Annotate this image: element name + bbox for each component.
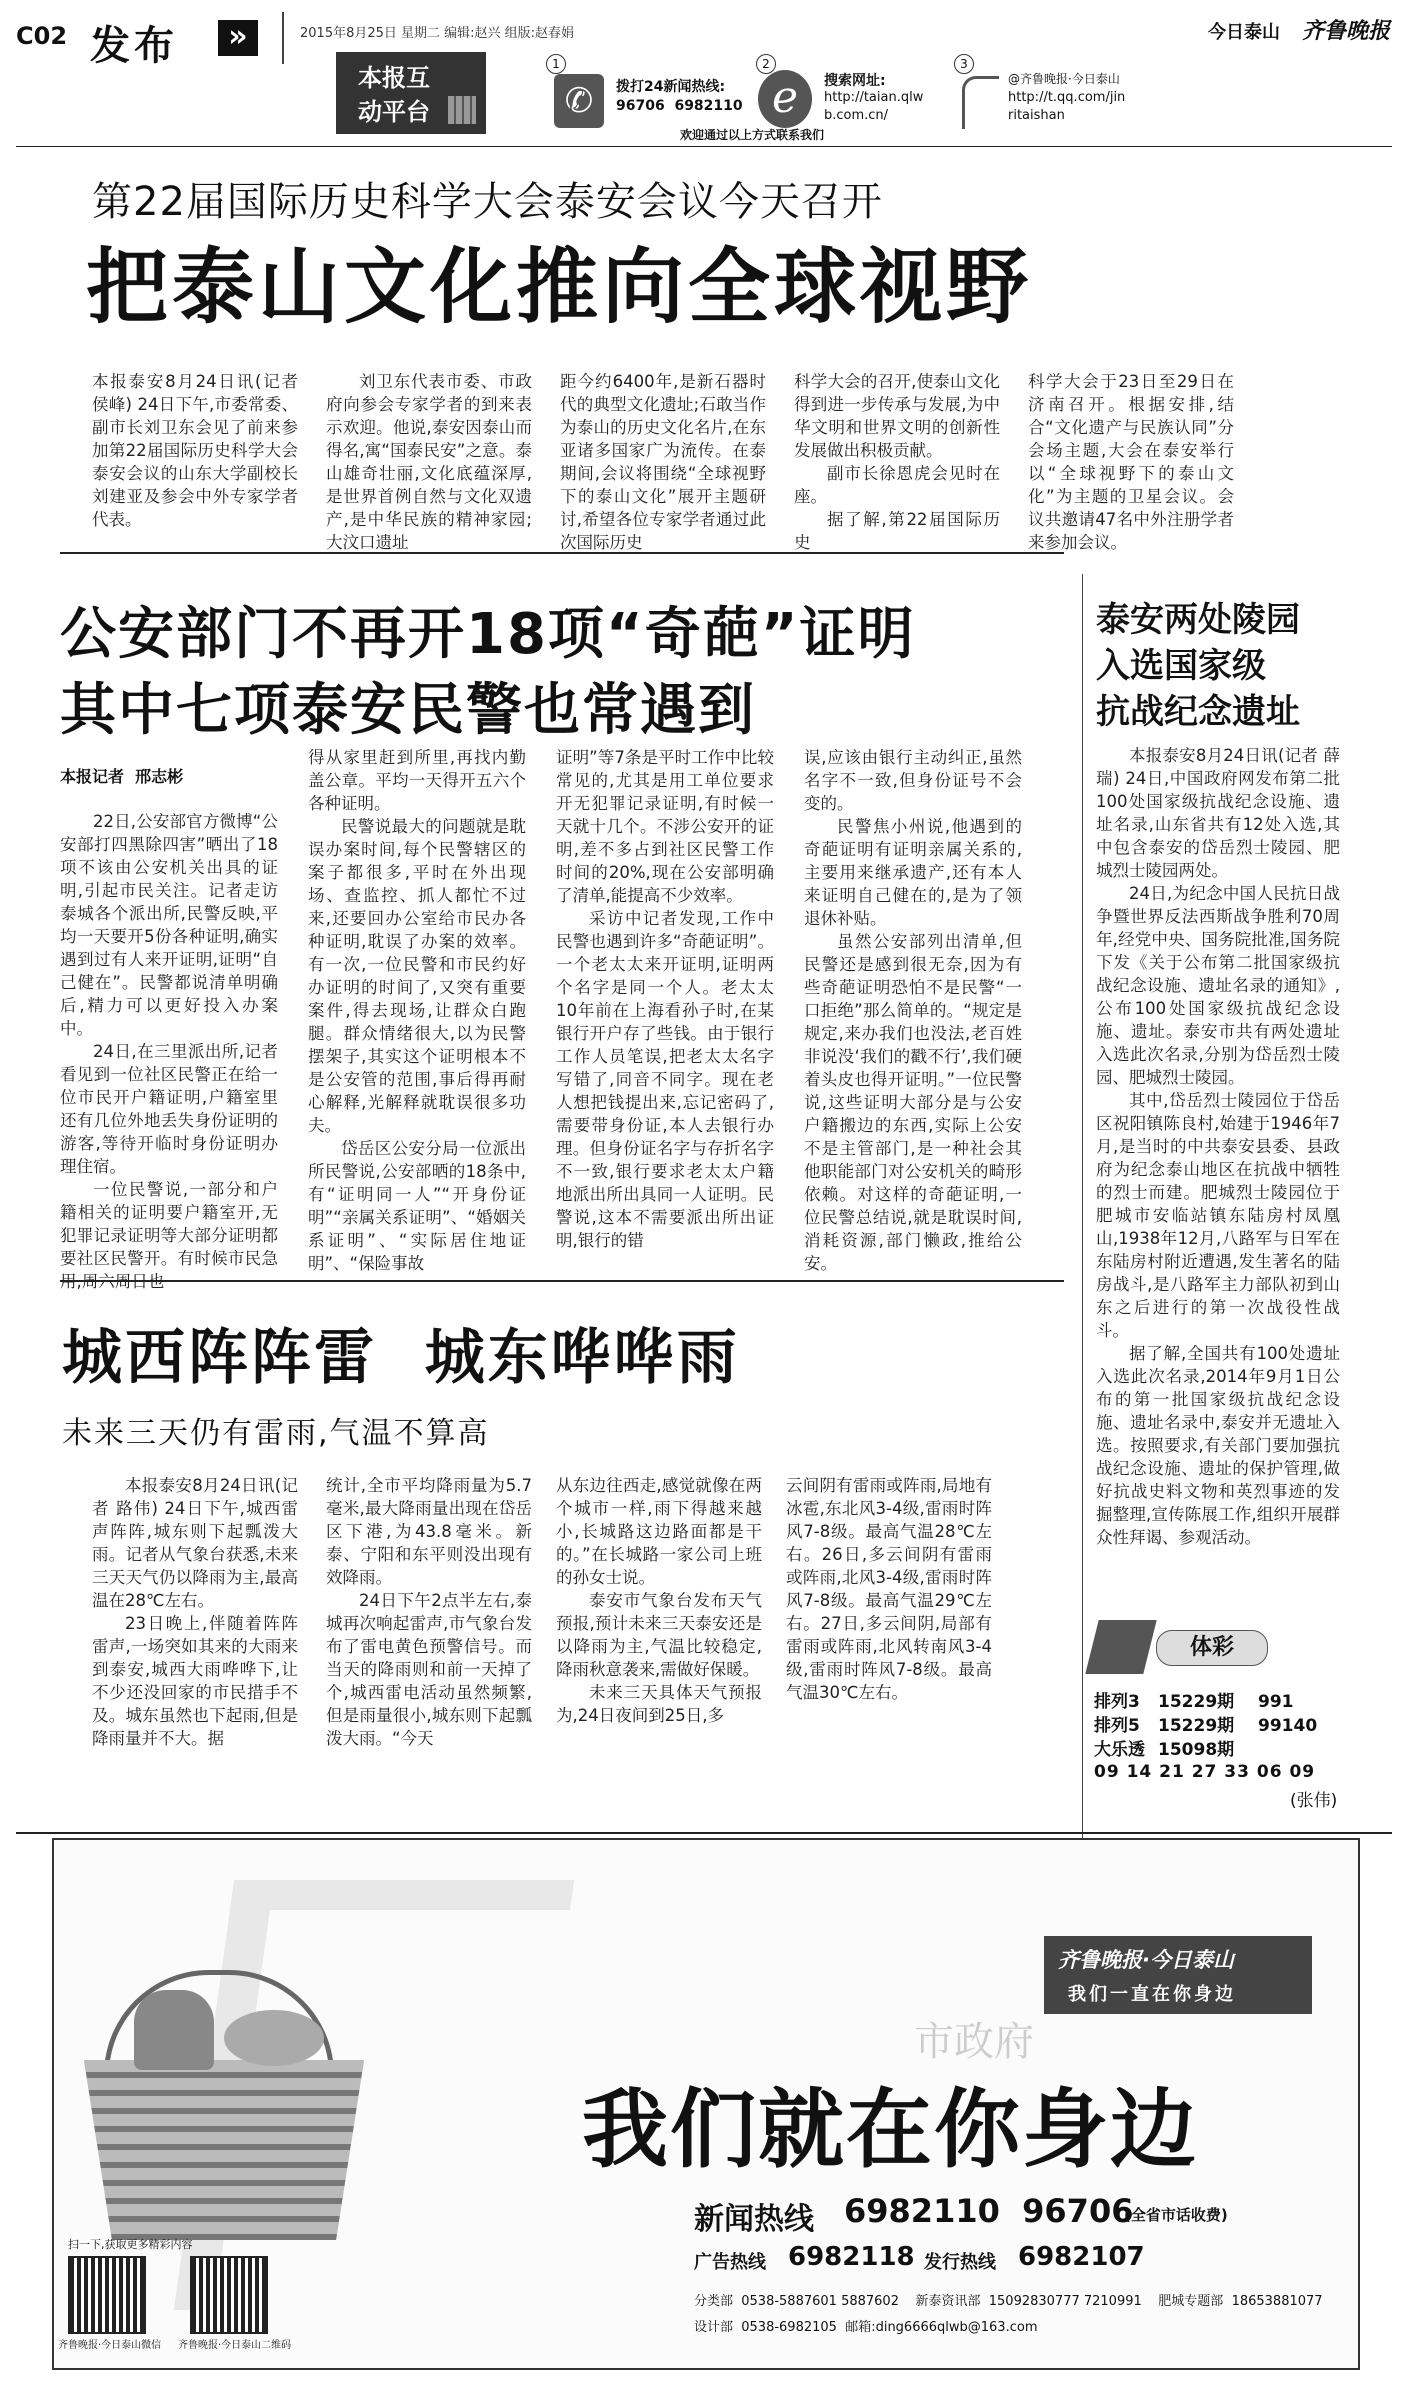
ad-watermark: 市政府 [914, 2019, 1034, 2065]
lottery-row [1094, 1714, 1344, 1738]
news-hotline-note: (全省市话收费) [1124, 2206, 1228, 2224]
hotline-label: 拨打24新闻热线: [616, 79, 726, 95]
weibo-url-line2[interactable]: ritaishan [1008, 108, 1065, 123]
lottery-box [1092, 1620, 1348, 1674]
a2c4-paragraph: 误,应该由银行主动纠正,虽然名字不一致,但身份证号不会变的。 [804, 748, 1022, 813]
news-hotline-number: 6982110 96706 [844, 2192, 1134, 2230]
article3-headline-line2: 入选国家级 [1096, 646, 1266, 686]
article1-col3: 距今约6400年,是新石器时代的典型文化遗址;石敢当作为泰山的历史文化名片,在东亚诸多国家广为流传。在泰期间,会议将围绕“全球视野下的泰山文化”展开主题研讨,希望各位专家学者通过此次国际历史 [560, 372, 766, 552]
a4c4-paragraph: 云间阴有雷雨或阵雨,局地有冰雹,东北风3-4级,雷雨时阵风7-8级。最高气温28℃左右。26日,多云间阴有雷雨或阵雨,北风3-4级,雷雨时阵风7-8级。最高气温29℃左右。27日,多云间阴,局部有雷雨或阵雨,北风转南风3-4级,雷雨时阵风7-8级。最高气温30℃左右。 [786, 1476, 992, 1702]
platform-title-line1: 本报互 [358, 64, 430, 92]
a4c2-paragraph: 24日下午2点半左右,泰城再次响起雷声,市气象台发布了雷电黄色预警信号。而当天的降雨则和前一天掉了个,城西雷电活动虽然频繁,但是雨量很小,城东则下起瓢泼大雨。“今天 [326, 1591, 532, 1748]
cube-icon [448, 96, 476, 124]
hotline-numbers: 96706 6982110 [616, 98, 743, 114]
ad-box [52, 1838, 1360, 2370]
article1-headline: 把泰山文化推向全球视野 [86, 240, 1033, 335]
lottery-logo-icon [1085, 1620, 1156, 1674]
article1-col4b: 副市长徐恩虎会见时在座。 [794, 464, 1000, 506]
lottery-name: 排列5 [1094, 1716, 1140, 1736]
dist-hotline-label: 发行热线 [924, 2252, 996, 2273]
weibo-icon [962, 76, 999, 129]
a3body-paragraph: 24日,为纪念中国人民抗日战争暨世界反法西斯战争胜利70周年,经党中央、国务院批准,国务院下发《关于公布第二批国家级抗战纪念设施、遗址名录的通知》,公布100处国家级抗战纪念设施、遗址。泰安市共有两处遗址入选此次名录,分别为岱岳烈士陵园、肥城烈士陵园。 [1096, 884, 1340, 1087]
qr-label-wechat: 齐鲁晚报·今日泰山微信 [58, 2340, 162, 2351]
article1-col5: 科学大会于23日至29日在济南召开。根据安排,结合“文化遗产与民族认同”分会场主题,大会在泰安举行以“全球视野下的泰山文化”为主题的卫星会议。会议共邀请47名中外注册学者来参加会议。 [1028, 372, 1234, 552]
ad-logo-text: 齐鲁晚报·今日泰山 [1058, 1948, 1234, 1972]
platform-number-1: 1 [546, 54, 566, 74]
article1-col4a: 科学大会的召开,使泰山文化得到进一步传承与发展,为中华文明和世界文明的创新性发展做出积极贡献。 [794, 372, 1000, 460]
ad-hotline-label: 广告热线 [694, 2252, 766, 2273]
interactive-platform-banner [336, 52, 1146, 140]
lottery-row [1094, 1690, 1344, 1714]
a2c3-paragraph: 采访中记者发现,工作中民警也遇到许多“奇葩证明”。一个老太太来开证明,证明两个名字是同一个人。老太太10年前在上海看孙子时,在某银行开户存了些钱。由于银行工作人员笔误,把老太太名字写错了,同音不同字。现在老人想把钱提出来,忘记密码了,需要带身份证,本人去银行办理。但身份证名字与存折名字不一致,银行要求老太太户籍地派出所出具同一人证明。民警说,这本不需要派出所出证明,银行的错 [556, 909, 774, 1250]
lottery-issue: 15098期 [1158, 1740, 1235, 1760]
lottery-label: 体彩 [1156, 1630, 1268, 1666]
ad-slogan: 我们就在你身边 [582, 2080, 1198, 2180]
web-url-line1[interactable]: http://taian.qlw [824, 90, 924, 105]
lottery-name: 排列3 [1094, 1692, 1140, 1712]
phone-icon: ✆ [554, 74, 604, 128]
article3-headline-line1: 泰安两处陵园 [1096, 600, 1300, 640]
date-line: 2015年8月25日 星期二 编辑:赵兴 组版:赵春娟 [300, 26, 575, 41]
a2c4-paragraph: 民警焦小州说,他遇到的奇葩证明有证明亲属关系的,主要用来继承遗产,还有本人来证明自己健在的,是为了领退休补贴。 [804, 817, 1022, 928]
edition-name: 今日泰山 [1208, 22, 1280, 43]
a4c1-paragraph: 23日晚上,伴随着阵阵雷声,一场突如其来的大雨来到泰安,城西大雨哗哗下,让不少还没回家的市民措手不及。城东虽然也下起雨,但是降雨量并不大。据 [92, 1614, 298, 1748]
a4c3-paragraph: 未来三天具体天气预报为,24日夜间到25日,多 [556, 1683, 762, 1725]
lottery-numbers: 991 [1258, 1692, 1294, 1712]
a4c3-paragraph: 从东边往西走,感觉就像在两个城市一样,雨下得越来越小,长城路这边路面都是干的。”在长城路一家公司上班的孙女士说。 [556, 1476, 762, 1587]
a3body-paragraph: 其中,岱岳烈士陵园位于岱岳区祝阳镇陈良村,始建于1946年7月,是当时的中共泰安县委、县政府为纪念泰山地区在抗战中牺牲的烈士而建。肥城烈士陵园位于肥城市安临站镇东陆房村凤凰山,1938年12月,八路军与日军在东陆房村附近遭遇,发生著名的陆房战斗,是八路军主力部队初到山东之后进行的第一次战役性战斗。 [1096, 1091, 1340, 1340]
qr-caption: 扫一下,获取更多精彩内容 [68, 2238, 193, 2251]
article1-col4c: 据了解,第22届国际历史 [794, 510, 1000, 552]
article1-col2: 刘卫东代表市委、市政府向参会专家学者的到来表示欢迎。他说,泰安因泰山而得名,寓“国泰民安”之意。泰山雄奇壮丽,文化底蕴深厚,是世界首例自然与文化双遗产,是中华民族的精神家园;大汶口遗址 [326, 372, 532, 552]
a2c2-paragraph: 得从家里赶到所里,再找内勤盖公章。平均一天得开五六个各种证明。 [308, 748, 526, 813]
platform-title-line2: 动平台 [358, 98, 430, 126]
a3body-paragraph: 本报泰安8月24日讯(记者 薛瑞) 24日,中国政府网发布第二批100处国家级抗战纪念设施、遗址名录,山东省共有12处入选,其中包含泰安的岱岳烈士陵园、肥城烈士陵园两处。 [1096, 746, 1340, 880]
a2c1-paragraph: 22日,公安部官方微博“公安部打四黑除四害”晒出了18项不该由公安机关出具的证明,引起市民关注。记者走访泰城各个派出所,民警反映,平均一天要开5份各种证明,确实遇到过有人来开证明,证明“自己健在”。民警都说清单明确后,精力可以更好投入办案中。 [60, 812, 278, 1038]
weibo-url-line1[interactable]: http://t.qq.com/jin [1008, 90, 1126, 105]
dept-line1: 分类部 0538-5887601 5887602 新泰资讯部 15092830777 7210991 肥城专题部 18653881077 [694, 2294, 1323, 2309]
a2c3-paragraph: 证明”等7条是平时工作中比较常见的,尤其是用工单位要求开无犯罪记录证明,有时候一天就十几个。不涉公安开的证明,差不多占到社区民警工作时间的20%,现在公安部明确了清单,能提高不少效率。 [556, 748, 774, 905]
browser-icon: e [758, 70, 812, 128]
ad-hotline-number: 6982118 [788, 2242, 915, 2272]
paper-name: 齐鲁晚报 [1302, 18, 1391, 44]
weibo-label: @齐鲁晚报·今日泰山 [1008, 72, 1120, 86]
section-arrows-icon: » [218, 20, 258, 56]
basket-icon [84, 1950, 404, 2250]
article4-subhead: 未来三天仍有雷雨,气温不算高 [62, 1416, 490, 1451]
a2c2-paragraph: 民警说最大的问题就是耽误办案时间,每个民警辖区的案子都很多,平时在外出现场、查监控、抓人都忙不过来,还要回办公室给市民办各种证明,耽误了办案的效率。有一次,一位民警和市民约好办证明的时间了,又突有重要案件,得去现场,让群众白跑腿。群众情绪很大,以为民警摆架子,其实这个证明根本不是公安管的范围,事后得再耐心解释,光解释就耽误很多功夫。 [308, 817, 526, 1135]
article2-byline: 本报记者 邢志彬 [60, 767, 184, 786]
a4c1-paragraph: 本报泰安8月24日讯(记者 路伟) 24日下午,城西雷声阵阵,城东则下起瓢泼大雨。记者从气象台获悉,未来三天天气仍以降雨为主,最高温在28℃左右。 [92, 1476, 298, 1610]
platform-footer: 欢迎通过以上方式联系我们 [680, 128, 825, 142]
qr-label-app: 齐鲁晚报·今日泰山二维码 [178, 2340, 292, 2351]
qr-code-app[interactable] [190, 2256, 268, 2334]
a3body-paragraph: 据了解,全国共有100处遗址入选此次名录,2014年9月1日公布的第一批国家级抗战纪念设施、遗址名录中,泰安并无遗址入选。按照要求,有关部门要加强抗战纪念设施、遗址的保护管理,做好抗战史料文物和英烈事迹的发掘整理,宣传陈展工作,组织开展群众性拜谒、参观活动。 [1096, 1344, 1340, 1547]
ad-logo-sub: 我们一直在你身边 [1068, 1984, 1236, 2005]
page-number: C02 [16, 22, 68, 50]
article1-kicker: 第22届国际历史科学大会泰安会议今天召开 [92, 179, 883, 225]
web-url-line2[interactable]: b.com.cn/ [824, 108, 889, 123]
ad-logo [1044, 1936, 1312, 2014]
web-label: 搜索网址: [824, 73, 886, 89]
lottery-issue: 15229期 [1158, 1716, 1235, 1736]
article2-headline-line2: 其中七项泰安民警也常遇到 [60, 678, 756, 743]
lottery-credit: (张伟) [1290, 1791, 1338, 1811]
a2c1-paragraph: 一位民警说,一部分和户籍相关的证明要户籍室开,无犯罪记录证明等大部分证明都要社区民警开。有时候市民急 [60, 1180, 278, 1268]
a2c1-paragraph: 24日,在三里派出所,记者看见到一位社区民警正在给一位市民开户籍证明,户籍室里还有几位外地丢失身份证明的游客,等待开临时身份证明办理住宿。 [60, 1042, 278, 1176]
lottery-numbers: 99140 [1258, 1716, 1318, 1736]
a4c2-paragraph: 统计,全市平均降雨量为5.7毫米,最大降雨量出现在岱岳区下港,为43.8毫米。新泰、宁阳和东平则没出现有效降雨。 [326, 1476, 532, 1587]
section-title: 发布 [90, 23, 178, 69]
article2-headline-line1: 公安部门不再开18项“奇葩”证明 [60, 602, 916, 667]
dept-line2: 设计部 0538-6982105 邮箱:ding6666qlwb@163.com [694, 2320, 1038, 2335]
lottery-row [1094, 1738, 1344, 1762]
dist-hotline-number: 6982107 [1018, 2242, 1145, 2272]
article1-col1: 本报泰安8月24日讯(记者 侯峰) 24日下午,市委常委、副市长刘卫东会见了前来参加第22届国际历史科学大会泰安会议的山东大学副校长刘建亚及参会中外专家学者代表。 [92, 372, 298, 529]
lottery-issue: 15229期 [1158, 1692, 1235, 1712]
article3-headline-line3: 抗战纪念遗址 [1096, 692, 1300, 732]
lottery-dlt-numbers: 09 14 21 27 33 06 09 [1094, 1762, 1316, 1782]
a4c3-paragraph: 泰安市气象台发布天气预报,预计未来三天泰安还是以降雨为主,气温比较稳定,降雨秋意袭来,需做好保暖。 [556, 1591, 762, 1679]
article4-headline: 城西阵阵雷 城东哗哗雨 [62, 1323, 740, 1393]
platform-title-box [336, 52, 486, 134]
qr-code-wechat[interactable] [68, 2256, 146, 2334]
a2c4-paragraph: 虽然公安部列出清单,但民警还是感到很无奈,因为有些奇葩证明恐怕不是民警“一口拒绝”那么简单的。“规定是规定,来办我们也没法,老百姓非说没‘我们的戳不行’,我们硬着头皮也得开证明。”一位民警说,这些证明大部分是与公安户籍搬边的东西,实际上公安不是主管部门,是一种社会其他职能部门对公安机关的畸形依赖。对这样的奇葩证明,一位民警总结说,就是耽误时间,消耗资源,部门懒政,推给公安。 [804, 932, 1022, 1273]
platform-number-2: 2 [756, 54, 776, 74]
platform-number-3: 3 [954, 54, 974, 74]
a2c2-paragraph: 岱岳区公安分局一位派出所民警说,公安部晒的18条中,有“证明同一人”“开身份证明”“亲属关系证明”、“婚姻关系证明”、“实际居住地证明”、“保险事故 [308, 1139, 526, 1273]
news-hotline-label: 新闻热线 [694, 2202, 814, 2237]
lottery-name: 大乐透 [1094, 1740, 1145, 1760]
